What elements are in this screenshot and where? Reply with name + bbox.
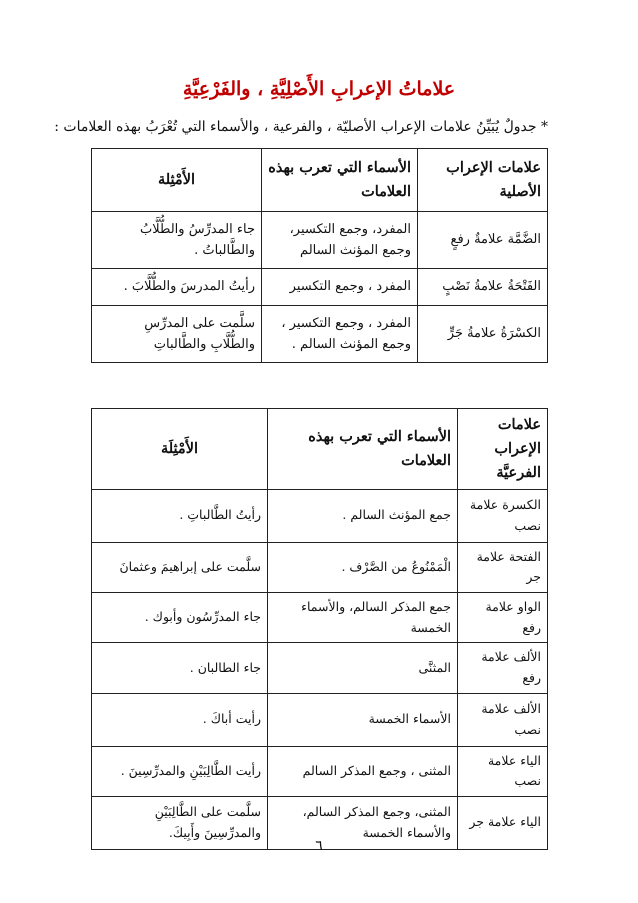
example-cell: سلَّمت على المدرِّسِ والطُّلَّابِ والطَّالباتِ [92, 306, 262, 363]
table-header-row [92, 149, 548, 212]
header-examples: الأَمْثِلة [92, 149, 262, 212]
header-signs: علامات الإعراب الفرعيَّة [458, 409, 548, 490]
sign-cell: الياء علامة جر [458, 796, 548, 849]
table-row [92, 746, 548, 796]
original-signs-table [91, 148, 548, 363]
table-row [92, 269, 548, 306]
example-cell: سلَّمت على الطَّالِبَيْنِ والمدرِّسِينَ وأَبِيكَ. [92, 796, 268, 849]
sign-cell: الضَّمَّة علامةٌ رفعٍ [418, 212, 548, 269]
example-cell: رأيتُ الطَّالباتِ . [92, 489, 268, 542]
table-row [92, 693, 548, 746]
table-row [92, 489, 548, 542]
example-cell: رأيت الطَّالِبَيْنِ والمدرِّسِينَ . [92, 746, 268, 796]
example-cell: جاء الطالبان . [92, 643, 268, 693]
example-cell: رأيتُ المدرسَ والطُّلَّابَ . [92, 269, 262, 306]
example-cell: سلَّمت على إبراهيمَ وعثمانَ [92, 542, 268, 592]
nouns-cell: جمع المذكر السالم، والأسماء الخمسة [268, 593, 458, 643]
table-row [92, 643, 548, 693]
header-nouns: الأسماء التي تعرب بهذه العلامات [262, 149, 418, 212]
intro-text: * جدولٌ يُبَيِّنُ علامات الإعراب الأصليّة ، والفرعية ، والأسماء التي تُعْرَبُ بهذه العلامات : [54, 119, 548, 135]
sign-cell: الألف علامة رفع [458, 643, 548, 693]
nouns-cell: المفرد ، وجمع التكسير ، وجمع المؤنث السالم . [262, 306, 418, 363]
nouns-cell: الْمَمْنُوعُ من الصَّرْف . [268, 542, 458, 592]
page-number: ٦ [315, 838, 323, 854]
sign-cell: الكسرة علامة نصب [458, 489, 548, 542]
header-nouns: الأسماء التي تعرب بهذه العلامات [268, 409, 458, 490]
nouns-cell: المثنى، وجمع المذكر السالم، والأسماء الخمسة [268, 796, 458, 849]
sign-cell: الكسْرَةُ علامةُ جَرٍّ [418, 306, 548, 363]
nouns-cell: الأسماء الخمسة [268, 693, 458, 746]
page-title: علاماتُ الإعرابِ الأَصْلِيَّةِ ، والفَرْعِيَّةِ [182, 78, 456, 100]
sign-cell: الياء علامة نصب [458, 746, 548, 796]
table-row [92, 593, 548, 643]
table-header-row [92, 409, 548, 490]
table-row [92, 306, 548, 363]
example-cell: جاء المدرِّسُ والطُّلَّابُ والطَّالباتُ . [92, 212, 262, 269]
header-signs: علامات الإعراب الأصلية [418, 149, 548, 212]
sign-cell: الفتحة علامة جر [458, 542, 548, 592]
sign-cell: الواو علامة رفع [458, 593, 548, 643]
table-row [92, 542, 548, 592]
nouns-cell: المفرد، وجمع التكسير، وجمع المؤنث السالم [262, 212, 418, 269]
secondary-signs-table [91, 408, 548, 850]
example-cell: جاء المدرِّسُون وأبوك . [92, 593, 268, 643]
nouns-cell: المثنى ، وجمع المذكر السالم [268, 746, 458, 796]
sign-cell: الفَتْحَةُ علامةُ نَصْبٍ [418, 269, 548, 306]
table-row [92, 212, 548, 269]
nouns-cell: جمع المؤنث السالم . [268, 489, 458, 542]
header-examples: الأَمْثِلَة [92, 409, 268, 490]
nouns-cell: المفرد ، وجمع التكسير [262, 269, 418, 306]
sign-cell: الألف علامة نصب [458, 693, 548, 746]
example-cell: رأيت أباكَ . [92, 693, 268, 746]
nouns-cell: المثنَّى [268, 643, 458, 693]
